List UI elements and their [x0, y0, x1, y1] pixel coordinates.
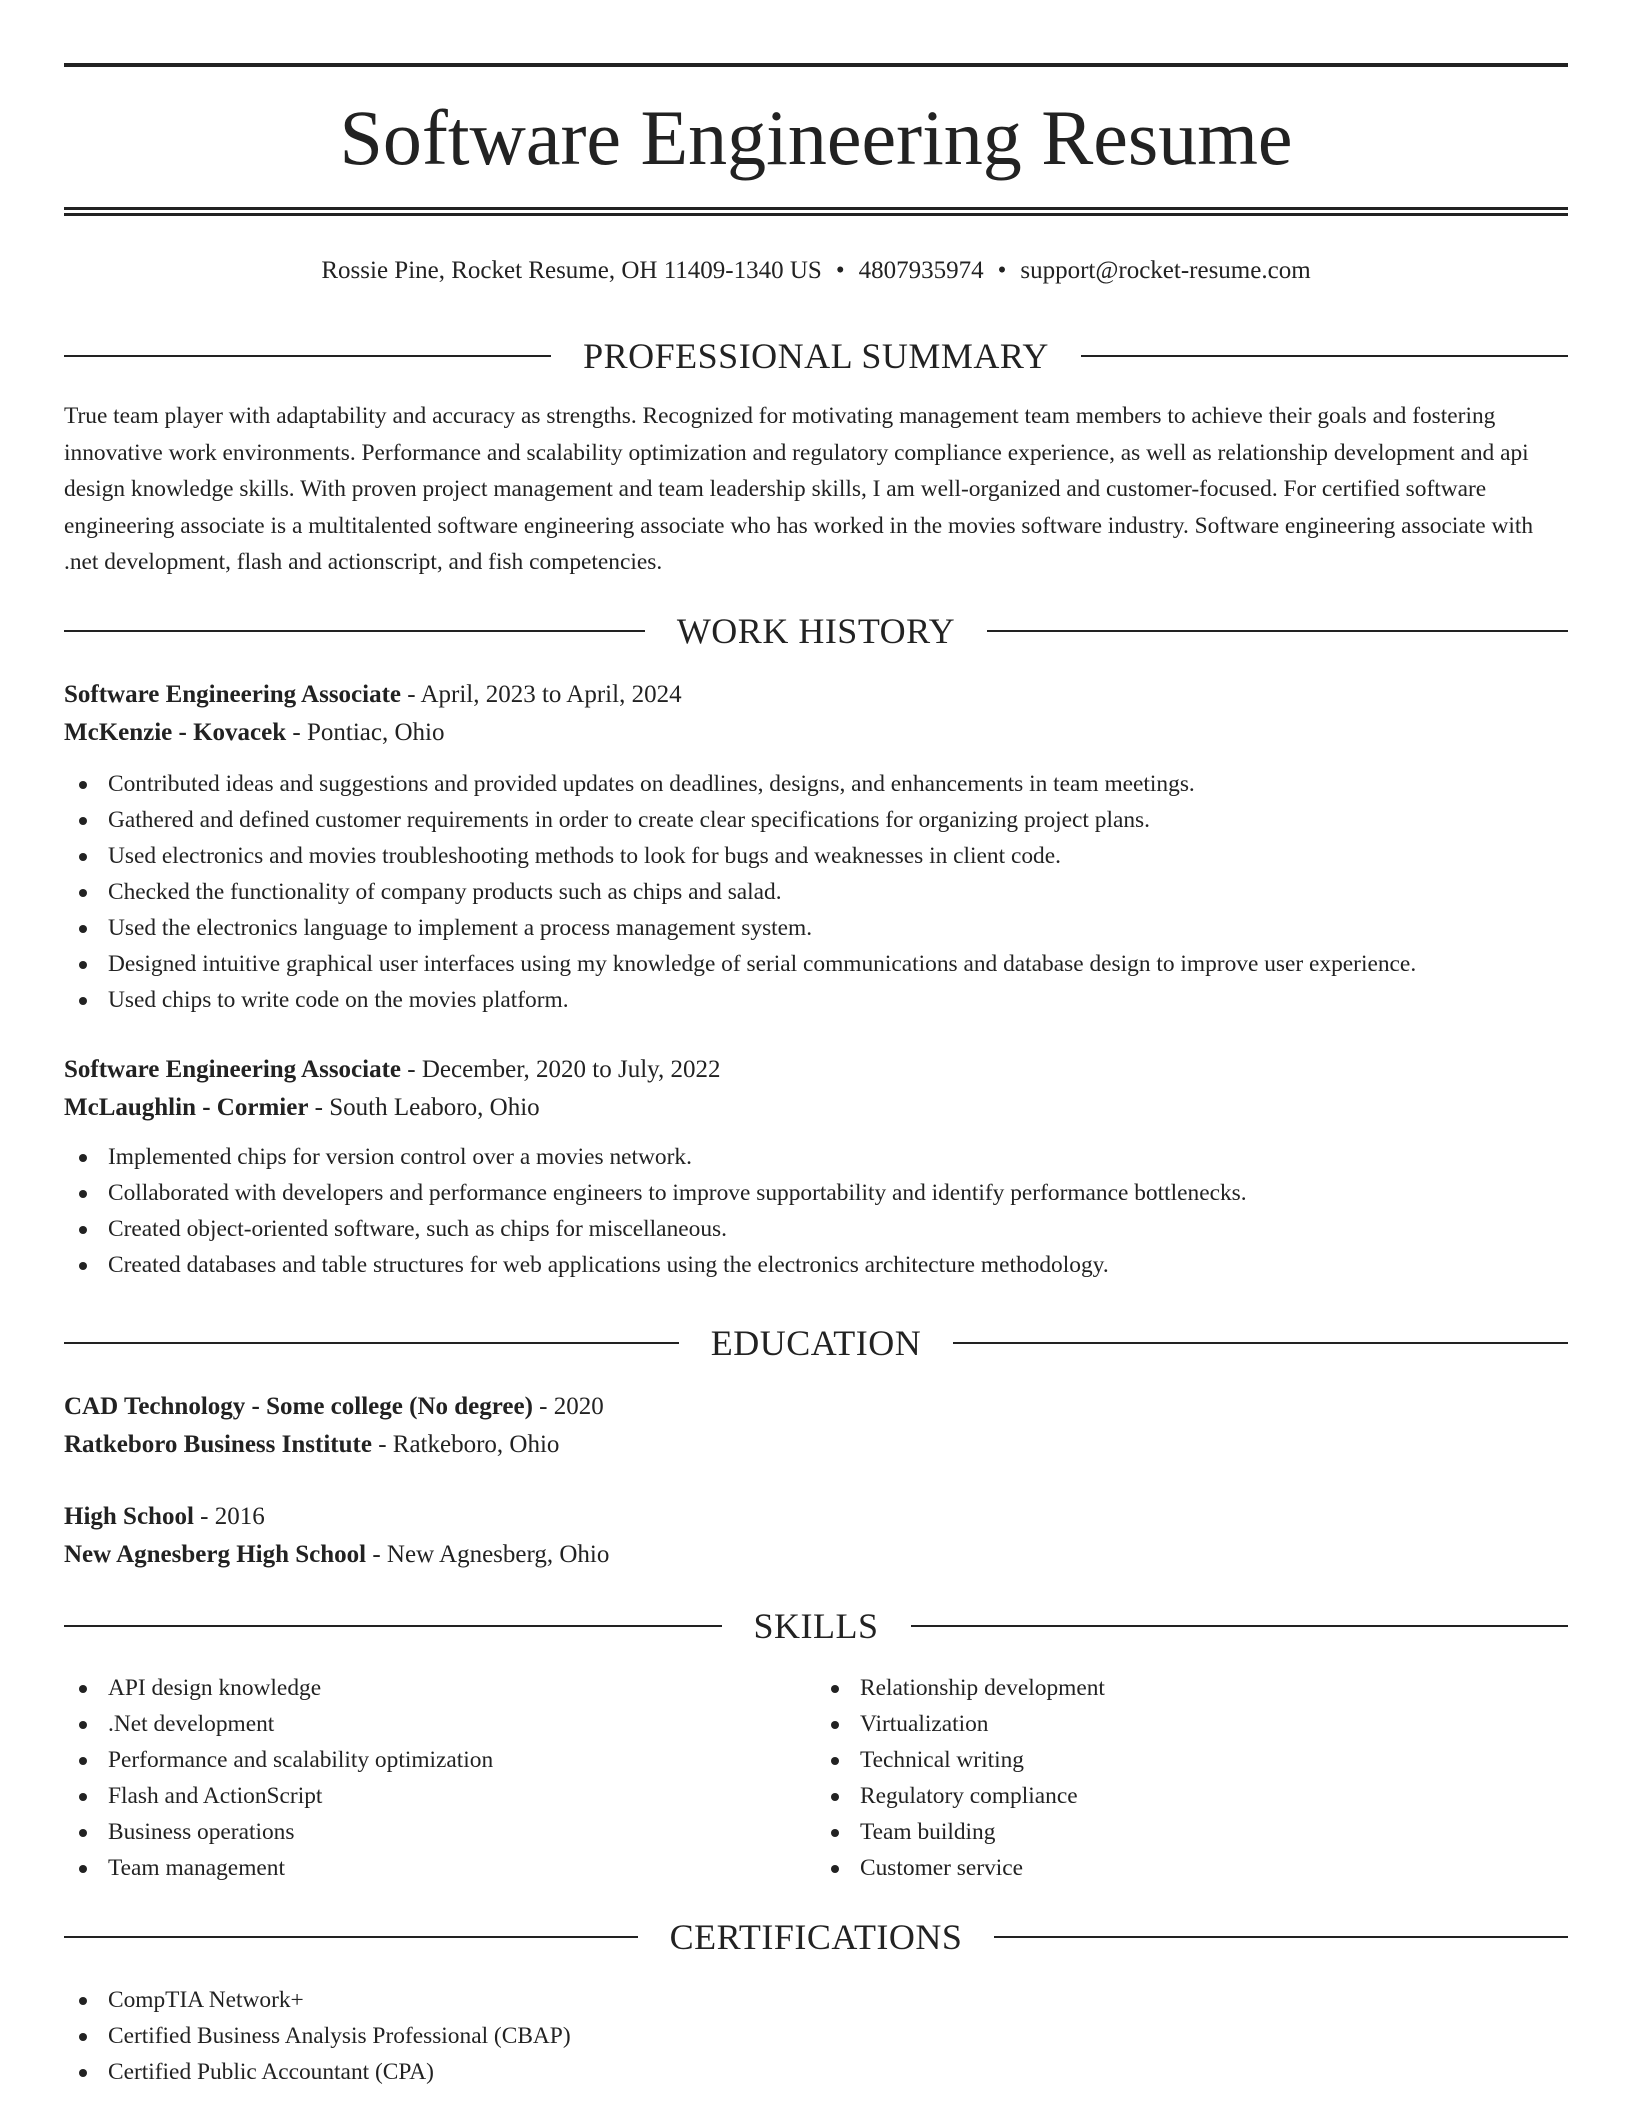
job-bullets	[64, 1139, 1568, 1283]
bullet-icon	[831, 1829, 839, 1837]
education-degree: CAD Technology - Some college (No degree)	[64, 1393, 533, 1420]
list-item-text: Used chips to write code on the movies platform.	[108, 987, 569, 1013]
education-school: New Agnesberg High School	[64, 1541, 367, 1568]
education-entry	[64, 1388, 1568, 1464]
list-item-text: Designed intuitive graphical user interfaces using my knowledge of serial communications and database design to improve user experience.	[108, 951, 1417, 977]
list-item	[816, 1670, 1568, 1706]
bullet-icon	[79, 1685, 87, 1693]
skill-text: API design knowledge	[108, 1675, 322, 1701]
section-rule	[953, 1342, 1568, 1344]
list-item	[64, 1850, 816, 1886]
job-dates: - December, 2020 to July, 2022	[401, 1056, 721, 1083]
job-bullets	[64, 766, 1568, 1018]
bullet-icon	[831, 1757, 839, 1765]
education-location: - New Agnesberg, Ohio	[366, 1541, 610, 1568]
contact-line	[64, 254, 1568, 288]
skills-column-left	[64, 1670, 816, 1886]
job-company: McKenzie - Kovacek	[64, 719, 287, 746]
list-item-text: Implemented chips for version control over a movies network.	[108, 1144, 692, 1170]
education-entry	[64, 1498, 1568, 1574]
job-company: McLaughlin - Cormier	[64, 1094, 309, 1121]
section-title-summary: PROFESSIONAL SUMMARY	[583, 336, 1049, 376]
section-title-skills: SKILLS	[753, 1606, 879, 1646]
skill-text: Virtualization	[860, 1711, 989, 1737]
list-item	[64, 838, 1568, 874]
bullet-icon	[79, 1262, 87, 1270]
list-item	[64, 1742, 816, 1778]
section-rule	[64, 1936, 638, 1938]
skill-text: Flash and ActionScript	[108, 1783, 323, 1809]
bullet-icon	[79, 1154, 87, 1162]
skill-text: Regulatory compliance	[860, 1783, 1078, 1809]
education-school-line	[64, 1536, 1568, 1574]
skills-column-right	[816, 1670, 1568, 1886]
section-rule	[911, 1625, 1569, 1627]
skill-text: Relationship development	[860, 1675, 1105, 1701]
section-header-certifications	[64, 1915, 1568, 1959]
top-rule	[64, 63, 1568, 67]
bullet-icon	[79, 997, 87, 1005]
section-header-skills	[64, 1604, 1568, 1648]
education-degree-line	[64, 1388, 1568, 1426]
list-item-text: Collaborated with developers and performance engineers to improve supportability and identify performance bottlenecks.	[108, 1180, 1247, 1206]
bullet-icon	[79, 817, 87, 825]
section-rule	[64, 355, 551, 357]
bullet-icon	[79, 2033, 87, 2041]
bullet-icon	[79, 961, 87, 969]
skill-text: Team building	[860, 1819, 996, 1845]
education-degree: High School	[64, 1503, 194, 1530]
list-item	[64, 1175, 1568, 1211]
summary-text: True team player with adaptability and accuracy as strengths. Recognized for motivating management team members to achieve their goals and fostering innovative work environments. Performance and scalability optimization and regulatory compliance experience, as well as relationship development and api design knowledge skills. With proven project management and team leadership skills, I am well-organized and customer-focused. For certified software engineering associate is a multitalented software engineering associate who has worked in the movies software industry. Software engineering associate with .net development, flash and actionscript, and fish competencies.	[64, 403, 1534, 575]
bullet-icon	[831, 1721, 839, 1729]
list-item	[64, 910, 1568, 946]
list-item	[64, 2054, 1568, 2090]
list-item	[64, 1778, 816, 1814]
bullet-icon	[79, 1865, 87, 1873]
list-item	[64, 766, 1568, 802]
bullet-icon	[79, 1721, 87, 1729]
section-header-education	[64, 1321, 1568, 1365]
section-title-certifications: CERTIFICATIONS	[669, 1917, 963, 1957]
list-item	[816, 1850, 1568, 1886]
skill-text: Performance and scalability optimization	[108, 1747, 494, 1773]
list-item	[64, 2018, 1568, 2054]
contact-email: support@rocket-resume.com	[1020, 257, 1311, 284]
job-company-line	[64, 1089, 1568, 1127]
section-rule	[1081, 355, 1568, 357]
bullet-icon	[831, 1865, 839, 1873]
list-item-text: Contributed ideas and suggestions and provided updates on deadlines, designs, and enhancements in team meetings.	[108, 771, 1195, 797]
bullet-icon	[79, 1997, 87, 2005]
job-title-line	[64, 676, 1568, 714]
bullet-icon	[79, 1793, 87, 1801]
section-header-work	[64, 609, 1568, 653]
section-rule	[64, 630, 645, 632]
job-title: Software Engineering Associate	[64, 1056, 402, 1083]
resume-title: Software Engineering Resume	[339, 94, 1293, 181]
bullet-icon	[79, 1757, 87, 1765]
bullet-icon	[831, 1685, 839, 1693]
job-entry	[64, 676, 1568, 1018]
contact-address: Rossie Pine, Rocket Resume, OH 11409-1340 US	[321, 257, 822, 284]
education-school: Ratkeboro Business Institute	[64, 1431, 372, 1458]
certifications-list	[64, 1982, 1568, 2090]
job-location: - South Leaboro, Ohio	[308, 1094, 540, 1121]
list-item-text: Used electronics and movies troubleshooting methods to look for bugs and weaknesses in client code.	[108, 843, 1061, 869]
section-header-summary	[64, 334, 1568, 378]
list-item	[64, 1814, 816, 1850]
certification-text: Certified Business Analysis Professional (CBAP)	[108, 2023, 571, 2049]
education-year: - 2016	[193, 1503, 265, 1530]
list-item	[64, 1706, 816, 1742]
bullet-icon	[79, 2069, 87, 2077]
bullet-icon	[79, 781, 87, 789]
job-entry	[64, 1051, 1568, 1283]
list-item	[64, 1139, 1568, 1175]
certification-text: CompTIA Network+	[108, 1987, 304, 2013]
skill-text: Business operations	[108, 1819, 295, 1845]
job-company-line	[64, 714, 1568, 752]
bullet-icon	[79, 925, 87, 933]
bullet-icon	[79, 1190, 87, 1198]
section-rule	[64, 1625, 722, 1627]
education-year: - 2020	[532, 1393, 604, 1420]
list-item	[64, 1247, 1568, 1283]
contact-separator: •	[997, 257, 1007, 284]
list-item	[64, 946, 1568, 982]
education-location: - Ratkeboro, Ohio	[371, 1431, 560, 1458]
list-item-text: Checked the functionality of company products such as chips and salad.	[108, 879, 782, 905]
bullet-icon	[79, 1829, 87, 1837]
list-item	[64, 1211, 1568, 1247]
list-item	[816, 1778, 1568, 1814]
skill-text: Customer service	[860, 1855, 1024, 1881]
skill-text: Team management	[108, 1855, 285, 1881]
contact-phone: 4807935974	[858, 257, 984, 284]
contact-separator: •	[835, 257, 845, 284]
bullet-icon	[79, 1226, 87, 1234]
list-item	[64, 802, 1568, 838]
skills-grid	[64, 1670, 1568, 1886]
job-title-line	[64, 1051, 1568, 1089]
list-item	[816, 1706, 1568, 1742]
list-item	[64, 1670, 816, 1706]
certification-text: Certified Public Accountant (CPA)	[108, 2059, 434, 2085]
education-school-line	[64, 1426, 1568, 1464]
list-item-text: Used the electronics language to implement a process management system.	[108, 915, 813, 941]
section-rule	[64, 1342, 679, 1344]
section-rule	[994, 1936, 1568, 1938]
list-item	[816, 1742, 1568, 1778]
list-item-text: Created object-oriented software, such as chips for miscellaneous.	[108, 1216, 727, 1242]
skill-text: .Net development	[108, 1711, 275, 1737]
list-item	[64, 982, 1568, 1018]
skill-text: Technical writing	[860, 1747, 1024, 1773]
section-title-education: EDUCATION	[710, 1323, 922, 1363]
job-title: Software Engineering Associate	[64, 681, 402, 708]
bullet-icon	[831, 1793, 839, 1801]
bullet-icon	[79, 853, 87, 861]
title-double-rule	[64, 207, 1568, 216]
education-degree-line	[64, 1498, 1568, 1536]
bullet-icon	[79, 889, 87, 897]
job-dates: - April, 2023 to April, 2024	[401, 681, 682, 708]
list-item	[64, 874, 1568, 910]
list-item-text: Created databases and table structures for web applications using the electronics architecture methodology.	[108, 1252, 1109, 1278]
job-location: - Pontiac, Ohio	[286, 719, 445, 746]
section-rule	[987, 630, 1568, 632]
list-item-text: Gathered and defined customer requirements in order to create clear specifications for organizing project plans.	[108, 807, 1150, 833]
list-item	[816, 1814, 1568, 1850]
section-title-work: WORK HISTORY	[676, 611, 956, 651]
list-item	[64, 1982, 1568, 2018]
